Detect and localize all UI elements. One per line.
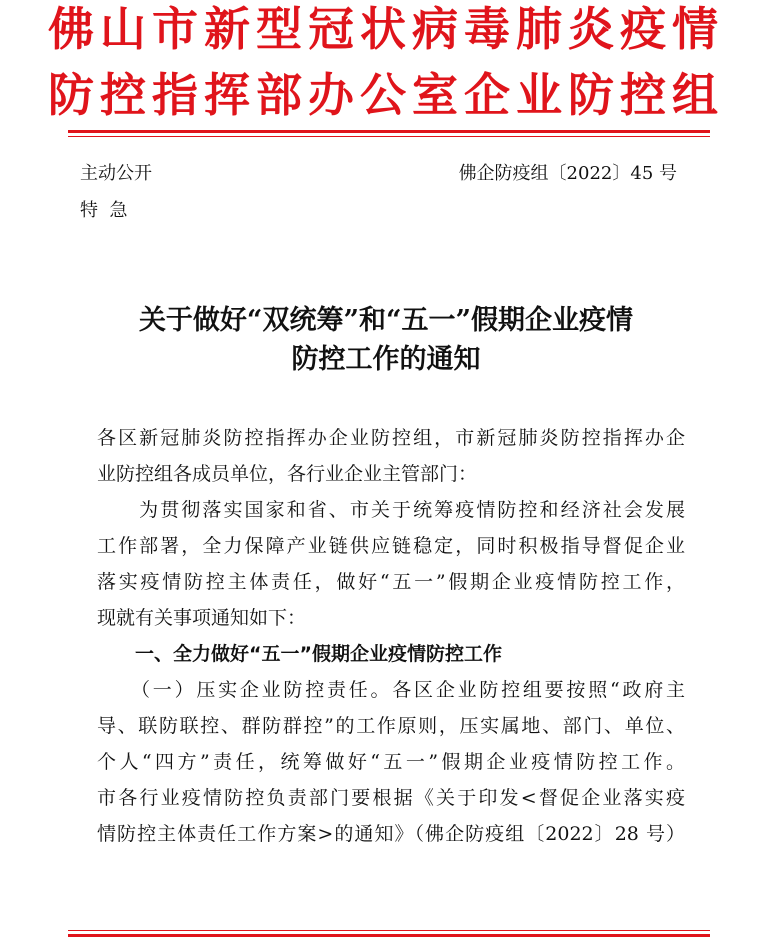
body-line: 落实疫情防控主体责任，做好“五一”假期企业疫情防控工作， xyxy=(97,571,685,593)
title-line-1: 关于做好“双统筹”和“五一”假期企业疫情 xyxy=(138,305,634,336)
header-red-rule-thin xyxy=(68,136,710,137)
header-red-rule-thick xyxy=(68,130,710,133)
urgency-label: 特 急 xyxy=(80,200,128,221)
body-text xyxy=(97,420,685,852)
body-line: （一）压实企业防控责任。各区企业防控组要按照“政府主 xyxy=(97,679,685,701)
body-line: 现就有关事项通知如下： xyxy=(97,607,307,629)
body-line: 导、联防联控、群防群控”的工作原则，压实属地、部门、单位、 xyxy=(97,715,685,737)
title-line-2: 防控工作的通知 xyxy=(291,344,481,375)
body-line: 市各行业疫情防控负责部门要根据《关于印发<督促企业落实疫 xyxy=(97,787,685,809)
document-number: 佛企防疫组〔2022〕45 号 xyxy=(458,163,677,184)
footer-red-rule-thick xyxy=(68,934,710,937)
masthead-line-2: 防控指挥部办公室企业防控组 xyxy=(48,68,724,122)
body-line: 业防控组各成员单位，各行业企业主管部门： xyxy=(97,463,478,485)
body-line: 个人“四方”责任，统筹做好“五一”假期企业疫情防控工作。 xyxy=(97,751,685,773)
masthead-line-1: 佛山市新型冠状病毒肺炎疫情 xyxy=(48,2,724,56)
section-heading: 一、全力做好“五一”假期企业疫情防控工作 xyxy=(97,643,502,665)
body-line: 情防控主体责任工作方案>的通知》（佛企防疫组〔2022〕28 号） xyxy=(97,823,685,845)
disclosure-label: 主动公开 xyxy=(80,163,152,184)
body-line: 为贯彻落实国家和省、市关于统筹疫情防控和经济社会发展 xyxy=(97,499,685,521)
body-line: 各区新冠肺炎防控指挥办企业防控组，市新冠肺炎防控指挥办企 xyxy=(97,427,685,449)
body-line: 工作部署，全力保障产业链供应链稳定，同时积极指导督促企业 xyxy=(97,535,685,557)
footer-red-rule-thin xyxy=(68,930,710,931)
